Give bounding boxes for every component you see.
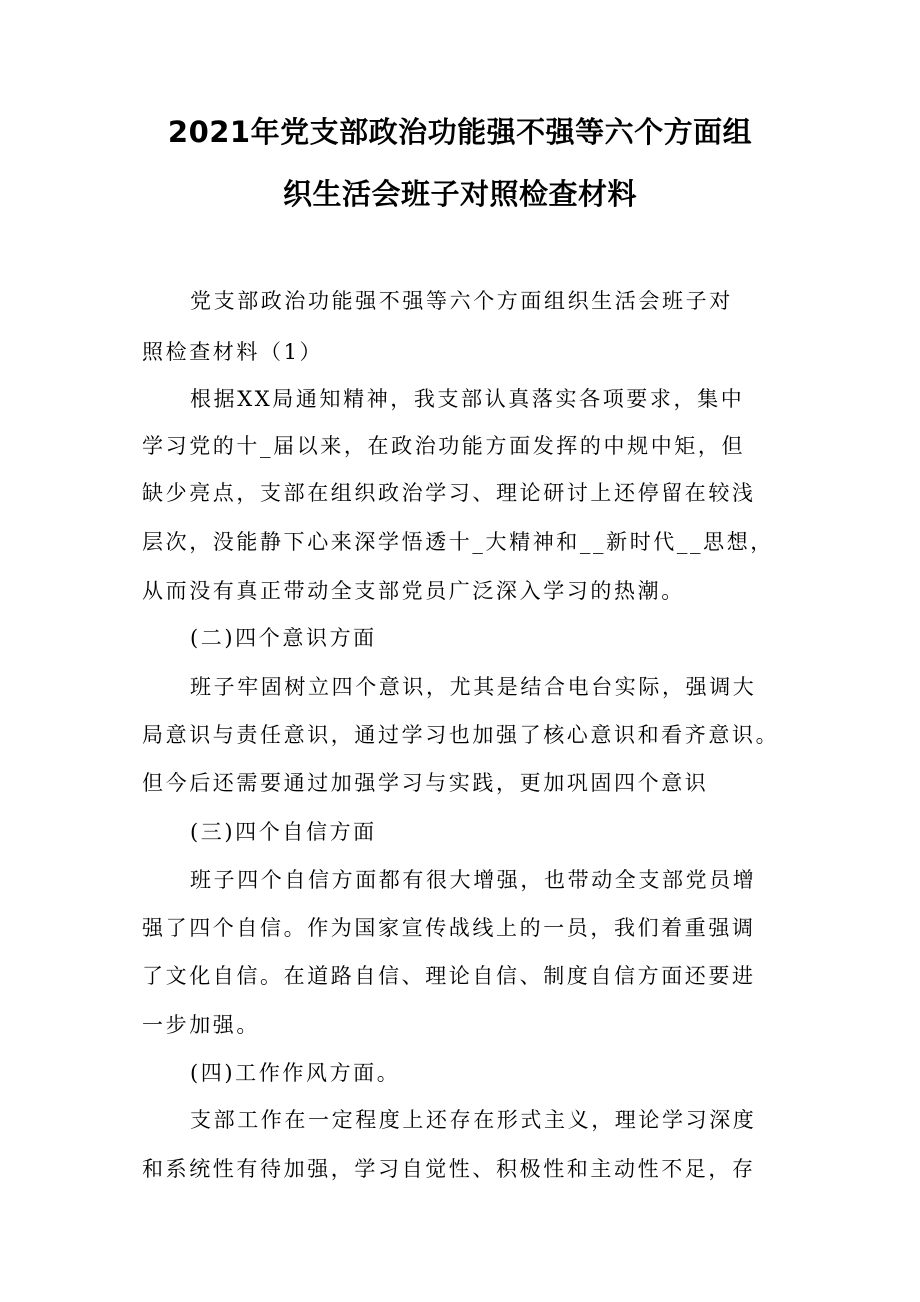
document-title-line-2: 织生活会班子对照检查材料 — [282, 177, 637, 211]
intro-line: 照检查材料（1） — [142, 340, 324, 364]
section-heading: (三)四个自信方面 — [190, 820, 377, 844]
paragraph-line: 支部工作在一定程度上还存在形式主义，理论学习深度 — [190, 1108, 757, 1132]
paragraph-line: 强了四个自信。作为国家宣传战线上的一员，我们着重强调 — [142, 916, 756, 940]
paragraph-line: 学习党的十_届以来，在政治功能方面发挥的中规中矩，但 — [142, 434, 746, 458]
paragraph-line: 和系统性有待加强，学习自觉性、积极性和主动性不足，存 — [142, 1157, 756, 1181]
paragraph-line: 局意识与责任意识，通过学习也加强了核心意识和看齐意识。 — [142, 723, 780, 747]
paragraph-line: 班子牢固树立四个意识，尤其是结合电台实际，强调大 — [190, 675, 757, 699]
paragraph-line: 根据XX局通知精神，我支部认真落实各项要求，集中 — [190, 387, 745, 411]
section-heading: (二)四个意识方面 — [190, 626, 377, 650]
paragraph-line: 但今后还需要通过加强学习与实践，更加巩固四个意识 — [142, 771, 709, 795]
paragraph-line: 班子四个自信方面都有很大增强，也带动全支部党员增 — [190, 868, 757, 892]
paragraph-line: 缺少亮点，支部在组织政治学习、理论研讨上还停留在较浅 — [142, 481, 756, 505]
intro-line: 党支部政治功能强不强等六个方面组织生活会班子对 — [190, 289, 733, 313]
paragraph-line: 了文化自信。在道路自信、理论自信、制度自信方面还要进 — [142, 964, 756, 988]
document-title-line-1: 2021年党支部政治功能强不强等六个方面组 — [167, 115, 753, 149]
paragraph-line: 一步加强。 — [142, 1013, 260, 1037]
paragraph-line: 从而没有真正带动全支部党员广泛深入学习的热潮。 — [142, 579, 685, 603]
section-heading: (四)工作作风方面。 — [190, 1061, 401, 1085]
paragraph-line: 层次，没能静下心来深学悟透十_大精神和__新时代__思想， — [142, 530, 774, 554]
